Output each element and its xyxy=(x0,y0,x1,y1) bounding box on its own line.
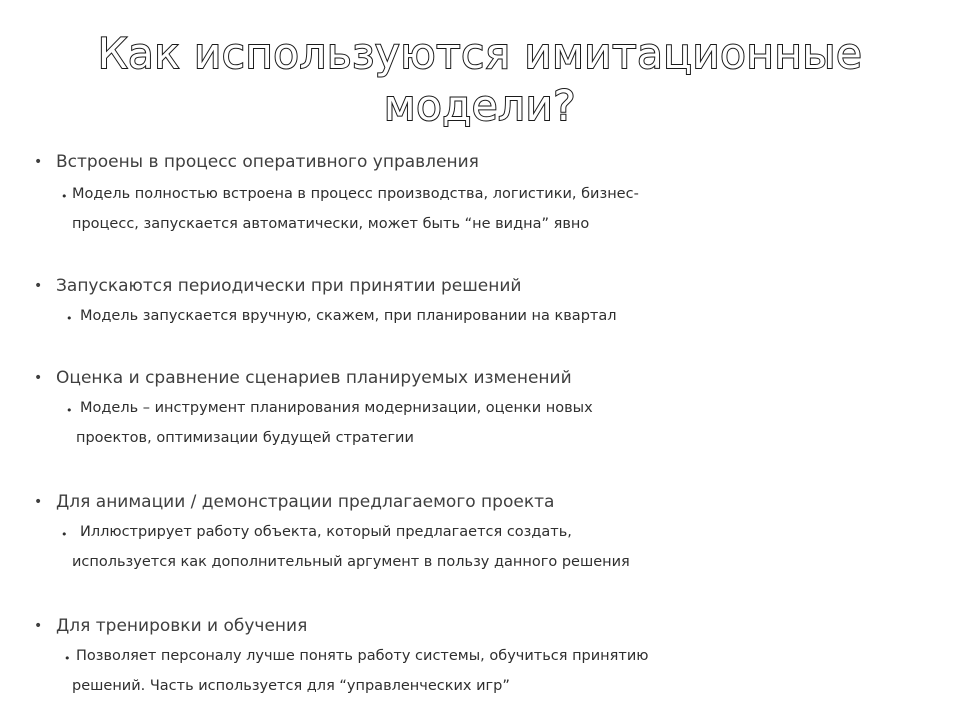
bullet-icon: • xyxy=(34,370,43,386)
section-5-detail-line-2: решений. Часть используется для “управленческих игр” xyxy=(72,678,510,694)
bullet-icon: • xyxy=(34,618,43,634)
section-2-detail-line-1: Модель запускается вручную, скажем, при планировании на квартал xyxy=(80,308,617,324)
section-2-heading: Запускаются периодически при принятии решений xyxy=(56,276,522,296)
sub-bullet-icon: • xyxy=(66,312,73,325)
sub-bullet-icon: • xyxy=(61,190,68,203)
section-4-heading: Для анимации / демонстрации предлагаемого проекта xyxy=(56,492,555,512)
section-1-detail-line-1: Модель полностью встроена в процесс производства, логистики, бизнес- xyxy=(72,186,639,202)
section-3-detail-line-1: Модель – инструмент планирования модернизации, оценки новых xyxy=(80,400,593,416)
section-3-detail-line-2: проектов, оптимизации будущей стратегии xyxy=(76,430,414,446)
section-1-heading: Встроены в процесс оперативного управления xyxy=(56,152,479,172)
section-1-detail-line-2: процесс, запускается автоматически, может быть “не видна” явно xyxy=(72,216,590,232)
section-5-detail-line-1: Позволяет персоналу лучше понять работу системы, обучиться принятию xyxy=(76,648,649,664)
slide-title-line-1: Как используются имитационные xyxy=(97,29,863,78)
sub-bullet-icon: • xyxy=(61,528,68,541)
section-4-detail-line-2: используется как дополнительный аргумент в пользу данного решения xyxy=(72,554,630,570)
bullet-icon: • xyxy=(34,278,43,294)
sub-bullet-icon: • xyxy=(66,404,73,417)
section-3-heading: Оценка и сравнение сценариев планируемых изменений xyxy=(56,368,572,388)
slide-title xyxy=(0,28,960,132)
sub-bullet-icon: • xyxy=(64,652,71,665)
section-5-heading: Для тренировки и обучения xyxy=(56,616,308,636)
bullet-icon: • xyxy=(34,154,43,170)
bullet-icon: • xyxy=(34,494,43,510)
slide-title-line-2: модели? xyxy=(383,81,577,130)
section-4-detail-line-1: Иллюстрирует работу объекта, который предлагается создать, xyxy=(80,524,572,540)
